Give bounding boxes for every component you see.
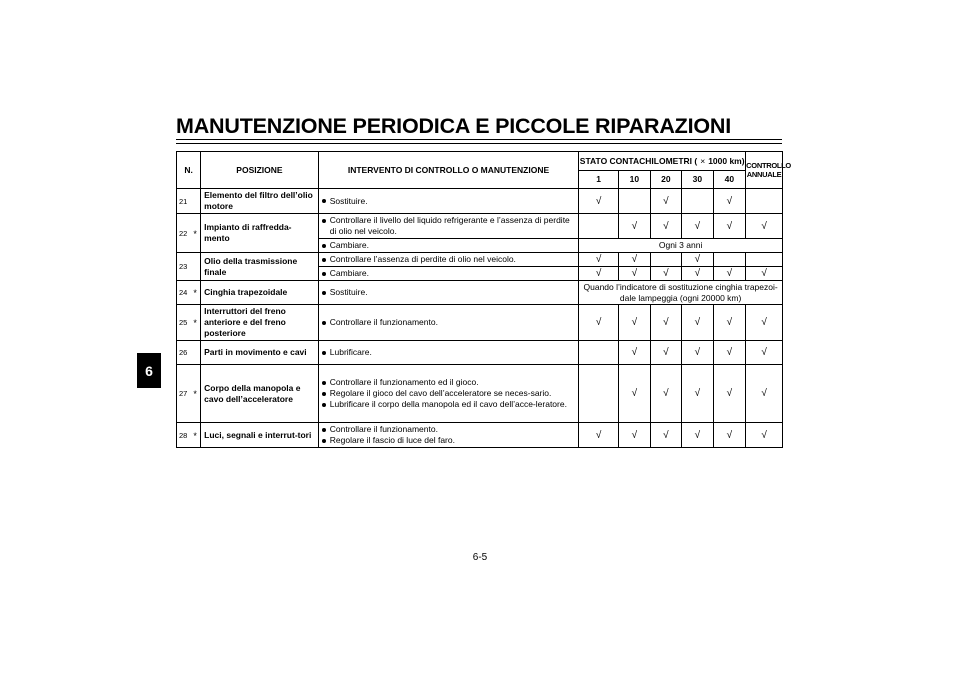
- check-cell: [682, 189, 714, 214]
- action-text: Controllare il funzionamento.: [329, 317, 438, 327]
- table-row: [177, 341, 783, 365]
- row-number: 27: [177, 365, 191, 423]
- check-cell: [746, 253, 783, 267]
- check-mark: √: [650, 341, 682, 365]
- bullet-icon: [322, 258, 326, 262]
- header-intervento: INTERVENTO DI CONTROLLO O MANUTENZIONE: [318, 152, 578, 189]
- check-mark: √: [682, 305, 714, 341]
- check-mark: √: [713, 305, 746, 341]
- check-mark: √: [682, 253, 714, 267]
- row-star: *: [190, 305, 201, 341]
- check-mark: √: [650, 305, 682, 341]
- action-text: Lubrificare il corpo della manopola ed il cavo dell’acce-leratore.: [329, 399, 567, 409]
- header-stato-contachilometri: [579, 152, 746, 171]
- row-position: Olio della trasmissione finale: [201, 253, 319, 281]
- action-text: Regolare il gioco del cavo dell’acceleratore se neces-sario.: [329, 388, 552, 398]
- check-mark: √: [579, 305, 619, 341]
- row-number: 22: [177, 214, 191, 253]
- check-cell: [579, 214, 619, 239]
- check-mark: √: [619, 305, 651, 341]
- row-position: Luci, segnali e interrut-tori: [201, 423, 319, 448]
- header-stato-suffix: 1000 km): [708, 155, 745, 166]
- check-mark: √: [619, 267, 651, 281]
- check-cell: [619, 189, 651, 214]
- check-mark: √: [746, 305, 783, 341]
- row-star: [190, 189, 201, 214]
- header-controllo-annuale: [746, 152, 791, 189]
- bullet-icon: [322, 219, 326, 223]
- interval-note: Ogni 3 anni: [579, 239, 783, 253]
- check-mark: √: [713, 423, 746, 448]
- check-cell: [650, 253, 682, 267]
- action-text: Controllare il funzionamento.: [329, 424, 438, 434]
- check-mark: √: [746, 267, 783, 281]
- page-title: MANUTENZIONE PERIODICA E PICCOLE RIPARAZIONI: [176, 114, 731, 138]
- table-row: [177, 253, 783, 267]
- row-number: 28: [177, 423, 191, 448]
- table-row: [177, 423, 783, 448]
- row-star: [190, 341, 201, 365]
- header-km-20: 20: [650, 171, 682, 189]
- check-mark: √: [579, 423, 619, 448]
- check-mark: √: [682, 214, 714, 239]
- action-text: Cambiare.: [329, 240, 369, 250]
- table-row: [177, 214, 783, 239]
- check-mark: √: [713, 267, 746, 281]
- bullet-icon: [322, 428, 326, 432]
- row-action: [318, 281, 578, 305]
- bullet-icon: [322, 272, 326, 276]
- bullet-icon: [322, 439, 326, 443]
- check-mark: √: [682, 423, 714, 448]
- row-action: [318, 253, 578, 267]
- check-mark: √: [619, 341, 651, 365]
- table-row: [177, 281, 783, 305]
- times-icon: ×: [700, 155, 706, 166]
- check-mark: √: [650, 423, 682, 448]
- table-row: [177, 305, 783, 341]
- interval-note: Quando l’indicatore di sostituzione cinghia trapezoi-dale lampeggia (ogni 20000 km): [579, 281, 783, 305]
- header-annual-line1: CONTROLLO: [746, 161, 791, 170]
- bullet-icon: [322, 392, 326, 396]
- title-rule: [176, 139, 782, 140]
- header-posizione: POSIZIONE: [201, 152, 319, 189]
- row-star: *: [190, 214, 201, 253]
- header-annual-line2: ANNUALE: [746, 170, 782, 179]
- row-number: 23: [177, 253, 191, 281]
- row-star: [190, 253, 201, 281]
- row-action: [318, 365, 578, 423]
- action-text: Controllare il livello del liquido refrigerante e l’assenza di perdite di olio nel veicolo.: [329, 215, 570, 236]
- maintenance-table: [176, 151, 791, 448]
- row-number: 25: [177, 305, 191, 341]
- table-row: [177, 189, 783, 214]
- header-n: N.: [177, 152, 201, 189]
- bullet-icon: [322, 199, 326, 203]
- check-mark: √: [682, 267, 714, 281]
- check-cell: [579, 365, 619, 423]
- action-text: Cambiare.: [329, 268, 369, 278]
- check-mark: √: [619, 423, 651, 448]
- bullet-icon: [322, 403, 326, 407]
- check-mark: √: [713, 341, 746, 365]
- row-number: 24: [177, 281, 191, 305]
- check-mark: √: [579, 189, 619, 214]
- check-mark: √: [713, 189, 746, 214]
- row-position: Corpo della manopola e cavo dell’acceleratore: [201, 365, 319, 423]
- row-star: *: [190, 365, 201, 423]
- check-mark: √: [579, 267, 619, 281]
- check-mark: √: [746, 341, 783, 365]
- check-mark: √: [619, 214, 651, 239]
- bullet-icon: [322, 321, 326, 325]
- check-cell: [713, 253, 746, 267]
- row-position: Interruttori del freno anteriore e del freno posteriore: [201, 305, 319, 341]
- check-mark: √: [619, 365, 651, 423]
- header-km-30: 30: [682, 171, 714, 189]
- row-action: [318, 189, 578, 214]
- header-km-40: 40: [713, 171, 746, 189]
- page-number: 6-5: [472, 552, 488, 563]
- row-position: Parti in movimento e cavi: [201, 341, 319, 365]
- check-mark: √: [713, 214, 746, 239]
- check-mark: √: [619, 253, 651, 267]
- header-km-1: 1: [579, 171, 619, 189]
- bullet-icon: [322, 244, 326, 248]
- check-mark: √: [682, 365, 714, 423]
- check-mark: √: [579, 253, 619, 267]
- table-row: [177, 365, 783, 423]
- check-cell: [746, 189, 783, 214]
- action-text: Controllare l’assenza di perdite di olio nel veicolo.: [329, 254, 516, 264]
- row-position: Impianto di raffredda-mento: [201, 214, 319, 253]
- bullet-icon: [322, 381, 326, 385]
- check-mark: √: [746, 365, 783, 423]
- header-stato-prefix: STATO CONTACHILOMETRI (: [579, 155, 698, 166]
- action-text: Sostituire.: [329, 287, 368, 297]
- header-km-10: 10: [619, 171, 651, 189]
- action-text: Sostituire.: [329, 195, 368, 206]
- row-position: Cinghia trapezoidale: [201, 281, 319, 305]
- check-mark: √: [713, 365, 746, 423]
- row-action: [318, 267, 578, 281]
- row-action: [318, 305, 578, 341]
- row-number: 26: [177, 341, 191, 365]
- bullet-icon: [322, 291, 326, 295]
- check-mark: √: [650, 365, 682, 423]
- row-number: 21: [177, 189, 191, 214]
- row-action: [318, 214, 578, 239]
- check-mark: √: [650, 214, 682, 239]
- title-rule: [176, 143, 782, 144]
- row-position: Elemento del filtro dell’olio motore: [201, 189, 319, 214]
- check-mark: √: [650, 189, 682, 214]
- check-mark: √: [746, 214, 783, 239]
- action-text: Regolare il fascio di luce del faro.: [329, 435, 455, 445]
- row-action: [318, 423, 578, 448]
- check-mark: √: [682, 341, 714, 365]
- check-mark: √: [650, 267, 682, 281]
- row-star: *: [190, 281, 201, 305]
- bullet-icon: [322, 351, 326, 355]
- check-cell: [579, 341, 619, 365]
- action-text: Controllare il funzionamento ed il gioco.: [329, 377, 479, 387]
- chapter-tab: 6: [137, 353, 161, 388]
- check-mark: √: [746, 423, 783, 448]
- row-action: [318, 341, 578, 365]
- action-text: Lubrificare.: [329, 347, 372, 357]
- row-action: [318, 239, 578, 253]
- row-star: *: [190, 423, 201, 448]
